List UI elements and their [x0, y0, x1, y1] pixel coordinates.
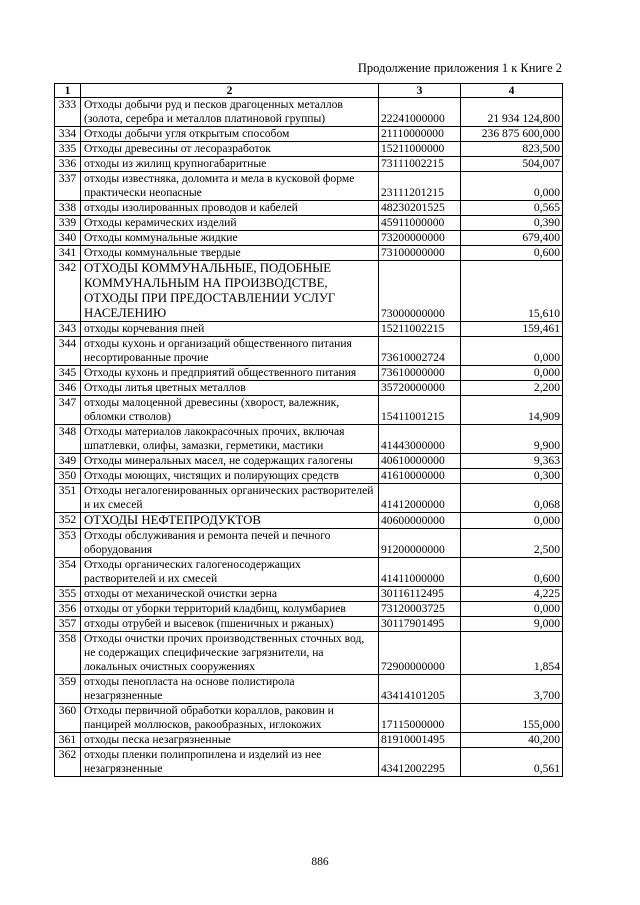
table-row — [55, 322, 563, 337]
waste-name: отходы отрубей и высевок (пшеничных и ржаных) — [81, 617, 379, 632]
waste-code: 41411000000 — [379, 558, 461, 587]
waste-name: Отходы литья цветных металлов — [81, 381, 379, 396]
table-row — [55, 733, 563, 748]
waste-amount: 679,400 — [461, 231, 563, 246]
waste-name: Отходы первичной обработки кораллов, раковин и панцирей моллюсков, ракообразных, иглокожих — [81, 704, 379, 733]
waste-amount: 155,000 — [461, 704, 563, 733]
table-row — [55, 142, 563, 157]
waste-name: ОТХОДЫ КОММУНАЛЬНЫЕ, ПОДОБНЫЕ КОММУНАЛЬНЫМ НА ПРОИЗВОДСТВЕ, ОТХОДЫ ПРИ ПРЕДОСТАВЛЕНИИ УСЛУГ НАСЕЛЕНИЮ — [81, 261, 379, 322]
waste-name: отходы из жилищ крупногабаритные — [81, 157, 379, 172]
waste-name: Отходы добычи угля открытым способом — [81, 127, 379, 142]
waste-code: 43414101205 — [379, 675, 461, 704]
waste-amount: 0,000 — [461, 172, 563, 201]
row-number: 351 — [55, 484, 81, 513]
column-header-2: 2 — [81, 84, 379, 98]
waste-amount: 0,561 — [461, 748, 563, 777]
waste-name: Отходы материалов лакокрасочных прочих, включая шпатлевки, олифы, замазки, герметики, мастики — [81, 425, 379, 454]
waste-amount: 3,700 — [461, 675, 563, 704]
table-row — [55, 587, 563, 602]
waste-amount: 0,565 — [461, 201, 563, 216]
table-row — [55, 172, 563, 201]
row-number: 356 — [55, 602, 81, 617]
table-row — [55, 396, 563, 425]
waste-code: 41412000000 — [379, 484, 461, 513]
waste-code: 23111201215 — [379, 172, 461, 201]
waste-name: отходы малоценной древесины (хворост, валежник, обломки стволов) — [81, 396, 379, 425]
row-number: 357 — [55, 617, 81, 632]
waste-name: отходы известняка, доломита и мела в кусковой форме практически неопасные — [81, 172, 379, 201]
waste-name: Отходы моющих, чистящих и полирующих средств — [81, 469, 379, 484]
table-row — [55, 216, 563, 231]
table-row — [55, 425, 563, 454]
table-row — [55, 602, 563, 617]
waste-name: ОТХОДЫ НЕФТЕПРОДУКТОВ — [81, 513, 379, 529]
waste-name: отходы изолированных проводов и кабелей — [81, 201, 379, 216]
waste-name: Отходы обслуживания и ремонта печей и печного оборудования — [81, 529, 379, 558]
waste-code: 43412002295 — [379, 748, 461, 777]
row-number: 352 — [55, 513, 81, 529]
waste-amount: 2,500 — [461, 529, 563, 558]
column-header-1: 1 — [55, 84, 81, 98]
row-number: 359 — [55, 675, 81, 704]
table-row — [55, 748, 563, 777]
waste-amount: 15,610 — [461, 261, 563, 322]
table-row — [55, 261, 563, 322]
row-number: 349 — [55, 454, 81, 469]
waste-amount: 504,007 — [461, 157, 563, 172]
waste-amount: 0,300 — [461, 469, 563, 484]
row-number: 343 — [55, 322, 81, 337]
table-row — [55, 469, 563, 484]
row-number: 339 — [55, 216, 81, 231]
table-row — [55, 157, 563, 172]
waste-name: Отходы органических галогеносодержащих растворителей и их смесей — [81, 558, 379, 587]
row-number: 360 — [55, 704, 81, 733]
waste-amount: 2,200 — [461, 381, 563, 396]
table-row — [55, 529, 563, 558]
row-number: 350 — [55, 469, 81, 484]
table-row — [55, 617, 563, 632]
table-row — [55, 127, 563, 142]
waste-code: 48230201525 — [379, 201, 461, 216]
waste-code: 41610000000 — [379, 469, 461, 484]
row-number: 355 — [55, 587, 81, 602]
waste-code: 73200000000 — [379, 231, 461, 246]
waste-code: 72900000000 — [379, 632, 461, 675]
waste-code: 41443000000 — [379, 425, 461, 454]
table-row — [55, 704, 563, 733]
waste-amount: 0,000 — [461, 513, 563, 529]
row-number: 353 — [55, 529, 81, 558]
waste-amount: 0,390 — [461, 216, 563, 231]
row-number: 333 — [55, 98, 81, 127]
waste-amount: 159,461 — [461, 322, 563, 337]
row-number: 338 — [55, 201, 81, 216]
waste-code: 73120003725 — [379, 602, 461, 617]
waste-name: отходы пенопласта на основе полистирола незагрязненные — [81, 675, 379, 704]
waste-code: 30117901495 — [379, 617, 461, 632]
table-row — [55, 246, 563, 261]
waste-amount: 21 934 124,800 — [461, 98, 563, 127]
column-header-4: 4 — [461, 84, 563, 98]
waste-name: отходы пленки полипропилена и изделий из нее незагрязненные — [81, 748, 379, 777]
waste-code: 73100000000 — [379, 246, 461, 261]
waste-name: Отходы керамических изделий — [81, 216, 379, 231]
waste-code: 73111002215 — [379, 157, 461, 172]
table-row — [55, 632, 563, 675]
waste-code: 15411001215 — [379, 396, 461, 425]
row-number: 347 — [55, 396, 81, 425]
waste-code: 73610002724 — [379, 337, 461, 366]
waste-name: Отходы добычи руд и песков драгоценных металлов (золота, серебра и металлов платиновой группы) — [81, 98, 379, 127]
waste-name: отходы от уборки территорий кладбищ, колумбариев — [81, 602, 379, 617]
row-number: 341 — [55, 246, 81, 261]
waste-amount: 9,900 — [461, 425, 563, 454]
table-row — [55, 454, 563, 469]
waste-amount: 9,363 — [461, 454, 563, 469]
table-row — [55, 558, 563, 587]
waste-code: 35720000000 — [379, 381, 461, 396]
column-header-3: 3 — [379, 84, 461, 98]
waste-amount: 0,000 — [461, 366, 563, 381]
waste-code: 73000000000 — [379, 261, 461, 322]
page-header: Продолжение приложения 1 к Книге 2 — [357, 61, 562, 75]
waste-amount: 1,854 — [461, 632, 563, 675]
waste-code: 30116112495 — [379, 587, 461, 602]
row-number: 342 — [55, 261, 81, 322]
waste-table — [54, 83, 563, 777]
waste-amount: 40,200 — [461, 733, 563, 748]
waste-code: 40600000000 — [379, 513, 461, 529]
waste-name: Отходы коммунальные твердые — [81, 246, 379, 261]
row-number: 340 — [55, 231, 81, 246]
waste-name: отходы песка незагрязненные — [81, 733, 379, 748]
waste-name: отходы корчевания пней — [81, 322, 379, 337]
waste-code: 15211000000 — [379, 142, 461, 157]
table-row — [55, 231, 563, 246]
waste-code: 91200000000 — [379, 529, 461, 558]
row-number: 345 — [55, 366, 81, 381]
table-row — [55, 675, 563, 704]
page-number: 886 — [311, 856, 329, 868]
waste-name: Отходы негалогенированных органических растворителей и их смесей — [81, 484, 379, 513]
table-body — [55, 98, 563, 777]
waste-name: отходы от механической очистки зерна — [81, 587, 379, 602]
waste-code: 40610000000 — [379, 454, 461, 469]
waste-amount: 823,500 — [461, 142, 563, 157]
waste-code: 81910001495 — [379, 733, 461, 748]
waste-name: Отходы очистки прочих производственных сточных вод, не содержащих специфические загрязнители, на локальных очистных сооружениях — [81, 632, 379, 675]
row-number: 354 — [55, 558, 81, 587]
row-number: 344 — [55, 337, 81, 366]
row-number: 335 — [55, 142, 81, 157]
waste-name: Отходы коммунальные жидкие — [81, 231, 379, 246]
row-number: 348 — [55, 425, 81, 454]
row-number: 334 — [55, 127, 81, 142]
waste-name: Отходы минеральных масел, не содержащих галогены — [81, 454, 379, 469]
waste-name: отходы кухонь и организаций общественного питания несортированные прочие — [81, 337, 379, 366]
waste-code: 73610000000 — [379, 366, 461, 381]
table-row — [55, 98, 563, 127]
waste-code: 21110000000 — [379, 127, 461, 142]
waste-amount: 0,068 — [461, 484, 563, 513]
table-row — [55, 484, 563, 513]
row-number: 337 — [55, 172, 81, 201]
waste-amount: 0,000 — [461, 337, 563, 366]
waste-amount: 4,225 — [461, 587, 563, 602]
waste-amount: 0,000 — [461, 602, 563, 617]
table-row — [55, 337, 563, 366]
waste-amount: 14,909 — [461, 396, 563, 425]
table-row — [55, 201, 563, 216]
table-row — [55, 513, 563, 529]
waste-name: Отходы кухонь и предприятий общественного питания — [81, 366, 379, 381]
table-row — [55, 366, 563, 381]
row-number: 361 — [55, 733, 81, 748]
table-header-row — [55, 84, 563, 98]
table-row — [55, 381, 563, 396]
waste-amount: 236 875 600,000 — [461, 127, 563, 142]
waste-code: 45911000000 — [379, 216, 461, 231]
row-number: 358 — [55, 632, 81, 675]
waste-code: 15211002215 — [379, 322, 461, 337]
waste-amount: 0,600 — [461, 246, 563, 261]
row-number: 362 — [55, 748, 81, 777]
waste-name: Отходы древесины от лесоразработок — [81, 142, 379, 157]
row-number: 336 — [55, 157, 81, 172]
waste-code: 22241000000 — [379, 98, 461, 127]
row-number: 346 — [55, 381, 81, 396]
waste-amount: 9,000 — [461, 617, 563, 632]
waste-code: 17115000000 — [379, 704, 461, 733]
waste-amount: 0,600 — [461, 558, 563, 587]
